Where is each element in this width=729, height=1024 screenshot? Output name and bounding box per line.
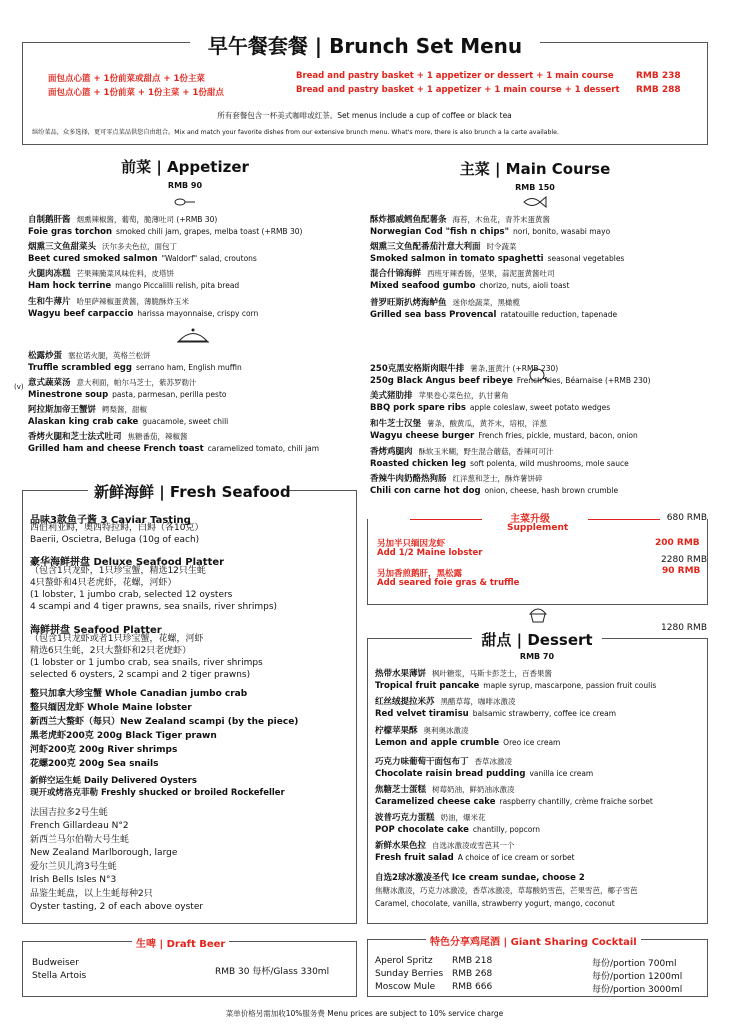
main-course-title: 主菜 | Main Course [450,158,620,179]
set-note-2: 缤纷菜品，众多选择，更可零点菜品供您自由组合。Mix and match your favorite dishes from our extensive brunch menu. What's more, there is also brunch a la carte available. [32,129,559,136]
set-1-cn: 面包点心篮 + 1份前菜或甜点 + 1份主菜 [48,74,205,84]
set-2-price: RMB 288 [636,85,681,95]
list-item: 红丝绒提拉米苏 黑醋草莓，咖啡冰激凌 Red velvet tiramisu balsamic strawberry, coffee ice cream [375,697,617,719]
list-item: 烟熏三文鱼配番茄汁意大利面 时令蔬菜 Smoked salmon in tomato spaghetti seasonal vegetables [370,242,625,264]
deluxe-line-4: 4 scampi and 4 tiger prawns, sea snails, river shrimps) [30,602,278,612]
set-2-en: Bread and pastry basket + 1 appetizer + 1 main course + 1 dessert [296,85,620,95]
list-item: 火腿肉冻糕 芒果辣腌菜风味佐料，皮塔饼 Ham hock terrine mango Piccalilli relish, pita bread [28,269,240,291]
list-item: 整只缅因龙虾 Whole Maine lobster [30,703,192,713]
seafood-platter-title: 海鲜拼盘 Seafood Platter [30,625,162,636]
deluxe-line-2: 4只螯虾和4只老虎虾，花螺，河虾） [30,578,177,588]
supplement-title-en: Supplement [507,523,569,533]
chef-plate-icon [176,326,210,344]
beer-item-1: Budweiser [32,958,79,968]
set-1-en: Bread and pastry basket + 1 appetizer or dessert + 1 main course [296,71,614,81]
list-item: 和牛芝士汉堡 薯条，酸黄瓜，黄芥末，培根，洋葱 Wagyu cheese burger French fries, pickle, mustard, bacon, onion [370,419,638,441]
list-item: 黑老虎虾200克 200g Black Tiger prawn [30,731,217,741]
caviar-price: 680 RMB [666,513,707,523]
supplement-item-2-price: 90 RMB [662,566,701,576]
sundae-en: Caramel, chocolate, vanilla, strawberry yogurt, mango, coconut [375,899,615,908]
appetizer-price: RMB 90 [167,181,203,190]
cocktail-2-name: Sunday Berries [375,969,444,979]
beer-title: 生啤 | Draft Beer [132,935,229,950]
list-item: 巧克力味葡萄干面包布丁 香草冰激凌 Chocolate raisin bread pudding vanilla ice cream [375,757,594,779]
list-item: 自制鹅肝酱 烟熏辣椒酱，葡萄，脆薄吐司 (+RMB 30) Foie gras torchon smoked chili jam, grapes, melba toast (+RMB 30) [28,215,303,237]
cocktail-1-price: RMB 218 [452,956,493,966]
deluxe-platter-title: 豪华海鲜拼盘 Deluxe Seafood Platter [30,557,225,568]
caviar-cn: 西伯利亚鲟，奥西特拉鲟，白鲟（各10克） [30,523,204,533]
platter-line-3: (1 lobster or 1 jumbo crab, sea snails, river shrimps [30,658,263,668]
list-item: 整只加拿大珍宝蟹 Whole Canadian jumbo crab [30,689,248,699]
oyster-type-4-cn: 品鉴生蚝盘，以上生蚝每种2只 [30,889,153,899]
service-charge-note: 菜单价格另需加收10%服务费 Menu prices are subject to 10% service charge [225,1009,504,1018]
cocktail-2-price: RMB 268 [452,969,493,979]
list-item: 普罗旺斯扒烤海鲈鱼 迷你烩蔬菜，黑橄榄 Grilled sea bass Provencal ratatouille reduction, tapenade [370,298,618,320]
dessert-price: RMB 70 [519,652,555,661]
list-item: 烟熏三文鱼甜菜头 沃尔多夫色拉，面包丁 Beet cured smoked salmon "Waldorf" salad, croutons [28,242,257,264]
list-item: 香辣牛肉奶酪热狗肠 红洋葱和芝士，酥炸薯饼碎 Chili con carne hot dog onion, cheese, hash brown crumble [370,474,619,496]
list-item: 混合什锦海鲜 西班牙辣香肠，坚果，蒜泥蛋黄酱吐司 Mixed seafood gumbo chorizo, nuts, aioli toast [370,269,570,291]
deluxe-line-1: （包含1只龙虾，1只珍宝蟹，精选12只生蚝 [30,566,206,576]
list-item: 阿拉斯加帝王蟹饼 鳄梨酱，甜椒 Alaskan king crab cake guacamole, sweet chili [28,405,229,427]
beer-item-2: Stella Artois [32,971,87,981]
supplement-item-2-en: Add seared foie gras & truffle [377,578,520,588]
list-item: 香烤鸡腿肉 酥软玉米糊，野生混合蘑菇，香辣可可汁 Roasted chicken leg soft polenta, wild mushrooms, mole sauce [370,447,629,469]
deluxe-line-3: (1 lobster, 1 jumbo crab, selected 12 oysters [30,590,233,600]
oyster-type-3-en: Irish Bells Isles N°3 [30,875,117,885]
daily-oysters-line-1: 新鲜空运生蚝 Daily Delivered Oysters [30,776,197,786]
oyster-type-4-en: Oyster tasting, 2 of each above oyster [30,902,204,912]
sundae-cn: 焦糖冰激凌，巧克力冰激凌，香草冰激凌，草莓酸奶雪芭，芒果雪芭，椰子雪芭 [375,886,638,895]
list-item: 生和牛薄片 哈里萨辣椒蛋黄酱，薄脆酥炸玉米 Wagyu beef carpaccio harissa mayonnaise, crispy corn [28,297,259,319]
cocktail-3-size: 每份/portion 3000ml [592,985,683,995]
oyster-type-3-cn: 爱尔兰贝儿湾3号生蚝 [30,862,117,872]
platter-line-2: 精选6只生蚝，2只大螯虾和2只老虎虾） [30,646,192,656]
list-item: 新鲜水果色拉 自选冰激凌或雪芭其一个 Fresh fruit salad A choice of ice cream or sorbet [375,841,575,863]
cocktail-1-size: 每份/portion 700ml [592,959,677,969]
supplement-divider-left [410,519,482,520]
seafood-title: 新鲜海鲜 | Fresh Seafood [88,481,288,502]
platter-line-4: selected 6 oysters, 2 scampi and 2 tiger prawns) [30,670,251,680]
cocktail-title: 特色分享鸡尾酒 | Giant Sharing Cocktail [426,933,641,948]
supplement-divider-right [588,519,660,520]
spoon-icon [174,196,196,208]
main-course-price: RMB 150 [515,183,555,192]
list-item: 河虾200克 200g River shrimps [30,745,178,755]
cocktail-1-name: Aperol Spritz [375,956,433,966]
cocktail-2-size: 每份/portion 1200ml [592,972,683,982]
list-item: 花螺200克 200g Sea snails [30,759,159,769]
cocktail-3-price: RMB 666 [452,982,493,992]
beer-price: RMB 30 每杯/Glass 330ml [215,967,330,977]
dessert-title: 甜点 | Dessert [472,629,602,650]
cupcake-icon [528,604,548,624]
deluxe-price: 2280 RMB [661,555,707,565]
supplement-item-2-cn: 另加香煎鹅肝，黑松露 [377,569,463,579]
oyster-type-2-cn: 新西兰马尔伯勒大号生蚝 [30,835,130,845]
platter-line-1: （包含1只龙虾或者1只珍宝蟹，花螺，河虾 [30,634,204,644]
caviar-title: 品味3款鱼子酱 3 Caviar Tasting [30,515,191,526]
list-item: 松露炒蛋 塞拉诺火腿，英格兰松饼 Truffle scrambled egg serrano ham, English muffin [28,351,242,373]
supplement-item-1-en: Add 1/2 Maine lobster [377,548,483,558]
platter-price: 1280 RMB [661,623,707,633]
list-item: 新西兰大螯虾（每只）New Zealand scampi (by the piece) [30,717,299,727]
list-item: 酥炸挪威鳕鱼配薯条 海苔，木鱼花，青芥末蛋黄酱 Norwegian Cod "fish n chips" nori, bonito, wasabi mayo [370,215,611,237]
oyster-type-1-cn: 法国吉拉多2号生蚝 [30,808,108,818]
oyster-type-1-en: French Gillardeau N°2 [30,821,129,831]
list-item: 香烤火腿和芝士法式吐司 焦糖番茄，辣椒酱 Grilled ham and cheese French toast caramelized tomato, chili jam [28,432,320,454]
supplement-item-1-price: 200 RMB [655,538,700,548]
list-item: 意式蔬菜汤 意大利面，帕尔马芝士，紫苏罗勒汁 Minestrone soup pasta, parmesan, perilla pesto [28,378,227,400]
cocktail-3-name: Moscow Mule [375,982,436,992]
supplement-title-cn: 主菜升级 [510,514,550,525]
set-1-price: RMB 238 [636,71,681,81]
list-item: 美式猪肋排 苹果卷心菜色拉，扒甘薯角 BBQ pork spare ribs apple coleslaw, sweet potato wedges [370,391,611,413]
sundae-title: 自选2球冰激凌圣代 Ice cream sundae, choose 2 [375,873,585,883]
list-item: 柠檬苹果酥 奥利奥冰激凌 Lemon and apple crumble Oreo ice cream [375,726,561,748]
list-item: 热带水果薄饼 枫叶糖浆，马斯卡彭芝士，百香果酱 Tropical fruit pancake maple syrup, mascarpone, passion fruit coulis [375,669,657,691]
set-2-cn: 面包点心篮 + 1份前菜 + 1份主菜 + 1份甜点 [48,88,224,98]
fish-icon [522,196,548,208]
appetizer-title: 前菜 | Appetizer [110,156,260,177]
vegetarian-mark: (v) [14,383,24,391]
caviar-en: Baerii, Oscietra, Beluga (10g of each) [30,535,200,545]
supplement-item-1-cn: 另加半只缅因龙虾 [377,539,446,549]
daily-oysters-line-2: 现开或烤洛克菲勒 Freshly shucked or broiled Rockefeller [30,788,285,798]
list-item: 250克黑安格斯肉眼牛排 薯条,蛋黄汁 (+RMB 230) 250g Black Angus beef ribeye French fries, Béarnaise (+RMB 230) [370,364,651,386]
set-note-1: 所有套餐包含一杯美式咖啡或红茶。Set menus include a cup of coffee or black tea [217,111,512,120]
page-title: 早午餐套餐 | Brunch Set Menu [190,30,540,59]
list-item: 焦糖芝士蛋糕 树莓奶油，鲜奶油冰激凌 Caramelized cheese cake raspberry chantilly, crème fraiche sorbet [375,785,653,807]
list-item: 波普巧克力蛋糕 奶油，爆米花 POP chocolate cake chantilly, popcorn [375,813,541,835]
oyster-type-2-en: New Zealand Marlborough, large [30,848,178,858]
